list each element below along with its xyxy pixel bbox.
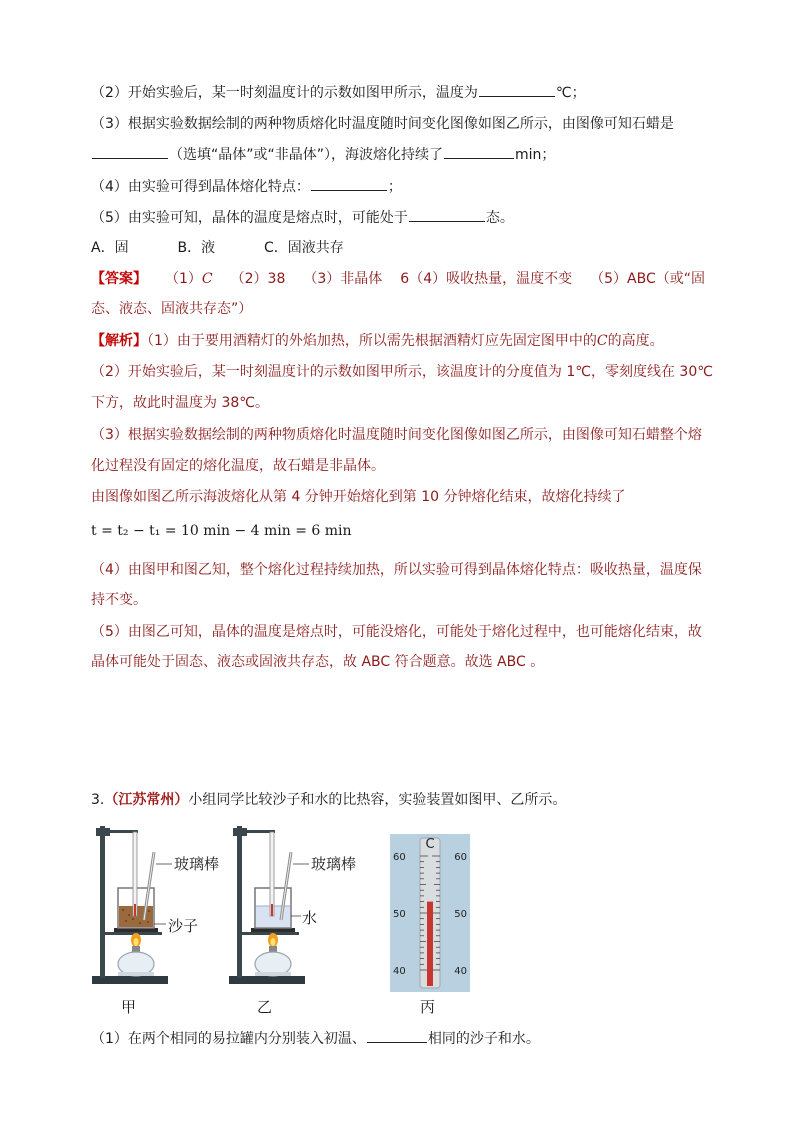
analysis-text: 的高度。 — [607, 333, 664, 349]
question-number: 3. — [91, 792, 105, 808]
answer-part1: （1） — [165, 271, 202, 287]
analysis-formula: t = t₂ − t₁ = 10 min − 4 min = 6 min — [91, 523, 352, 539]
label-sand: 沙子 — [168, 917, 199, 935]
answer-part5: （5）ABC（或“固 — [590, 271, 706, 287]
analysis-line8: 持不变。 — [91, 592, 147, 608]
thermo-tick-label: 50 — [393, 909, 406, 920]
analysis-line5: 化过程没有固定的熔化温度，故石蜡是非晶体。 — [91, 458, 385, 474]
answer-blank[interactable] — [92, 144, 168, 159]
analysis-line1 — [91, 331, 664, 351]
thermo-tick-label: 40 — [454, 966, 467, 977]
thermo-tick-label: 50 — [454, 909, 467, 920]
q2-part3-text: （选填“晶体”或“非晶体”），海波熔化持续了 — [169, 147, 444, 163]
mercury-column — [427, 902, 433, 986]
q2-part5-end: 态。 — [485, 210, 514, 226]
q3-stem — [91, 790, 566, 810]
q3-part1 — [91, 1028, 540, 1049]
answer-blank[interactable] — [409, 207, 485, 222]
thermo-tick-label: 60 — [454, 852, 467, 863]
q2-part5-text: （5）由实验可知，晶体的温度是熔点时，可能处于 — [91, 210, 408, 226]
q2-part2 — [91, 82, 586, 103]
option-c[interactable]: C．固液共存 — [264, 240, 344, 256]
answer-part2: （2）38 — [230, 271, 286, 287]
q2-part5 — [91, 207, 514, 228]
figure-jia-apparatus — [88, 820, 228, 988]
analysis-tag: 【解析】 — [91, 333, 147, 349]
analysis-line6: 由图像如图乙所示海波熔化从第 4 分钟开始熔化到第 10 分钟熔化结束，故熔化持续了 — [91, 489, 626, 505]
analysis-line4: （3）根据实验数据绘制的两种物质熔化时温度随时间变化图像如图乙所示，由图像可知石蜡整个熔 — [91, 427, 702, 443]
figure-bing-thermometer — [390, 834, 470, 992]
figure-yi-apparatus — [225, 820, 365, 988]
answer-blank[interactable] — [479, 82, 555, 97]
analysis-line9: （5）由图乙可知，晶体的温度是熔点时，可能没熔化，可能处于熔化过程中，也可能熔化结束，故 — [91, 624, 702, 640]
option-b[interactable]: B．液 — [177, 240, 216, 256]
q2-part3-unit: min； — [515, 147, 556, 163]
answer-part3b: 6 — [400, 271, 410, 287]
analysis-var: C — [596, 333, 608, 349]
answer-line1 — [91, 269, 705, 289]
answer-tag: 【答案】 — [91, 271, 147, 287]
analysis-line3: 下方，故此时温度为 38℃。 — [91, 395, 269, 411]
label-glass-rod: 玻璃棒 — [311, 855, 357, 873]
caption-jia: 甲 — [121, 998, 137, 1016]
answer-blank[interactable] — [444, 144, 514, 159]
analysis-line10: 晶体可能处于固态、液态或固液共存态，故 ABC 符合题意。故选 ABC 。 — [91, 654, 545, 670]
q3-part1-end: 相同的沙子和水。 — [427, 1031, 540, 1047]
q2-options — [91, 238, 344, 258]
label-water: 水 — [302, 909, 318, 927]
answer-part4: （4）吸收热量，温度不变 — [409, 271, 573, 287]
thermo-tick-label: 60 — [393, 852, 406, 863]
answer-part3: （3）非晶体 — [303, 271, 383, 287]
question-stem: 小组同学比较沙子和水的比热容，实验装置如图甲、乙所示。 — [188, 792, 567, 808]
caption-bing: 丙 — [420, 998, 436, 1016]
q2-part3-line1: （3）根据实验数据绘制的两种物质熔化时温度随时间变化图像如图乙所示，由图像可知石蜡是 — [91, 116, 674, 132]
q2-part4-end: ； — [387, 179, 402, 195]
analysis-line7: （4）由图甲和图乙知，整个熔化过程持续加热，所以实验可得到晶体熔化特点：吸收热量，温度保 — [91, 562, 702, 578]
q3-part1-text: （1）在两个相同的易拉罐内分别装入初温、 — [91, 1031, 366, 1047]
answer-part1-var: C — [201, 271, 213, 287]
caption-yi: 乙 — [257, 998, 273, 1016]
analysis-line2: （2）开始实验后，某一时刻温度计的示数如图甲所示，该温度计的分度值为 1℃，零刻度线在 30℃ — [91, 364, 713, 380]
answer-blank[interactable] — [367, 1028, 427, 1043]
question-source: （江苏常州） — [104, 792, 189, 808]
q2-part3-line2 — [91, 144, 555, 165]
thermo-tick-label: 40 — [393, 966, 406, 977]
answer-line2: 态、液态、固液共存态”） — [91, 301, 253, 317]
answer-blank[interactable] — [311, 176, 387, 191]
option-a[interactable]: A．固 — [91, 240, 129, 256]
q2-part4 — [91, 176, 402, 197]
q2-part2-unit: ℃； — [555, 85, 586, 101]
thermo-unit: C — [425, 837, 435, 852]
q2-part2-text: （2）开始实验后，某一时刻温度计的示数如图甲所示，温度为 — [91, 85, 478, 101]
analysis-text: （1）由于要用酒精灯的外焰加热，所以需先根据酒精灯应先固定图甲中的 — [147, 333, 597, 349]
label-glass-rod: 玻璃棒 — [174, 855, 220, 873]
q2-part4-text: （4）由实验可得到晶体熔化特点： — [91, 179, 310, 195]
